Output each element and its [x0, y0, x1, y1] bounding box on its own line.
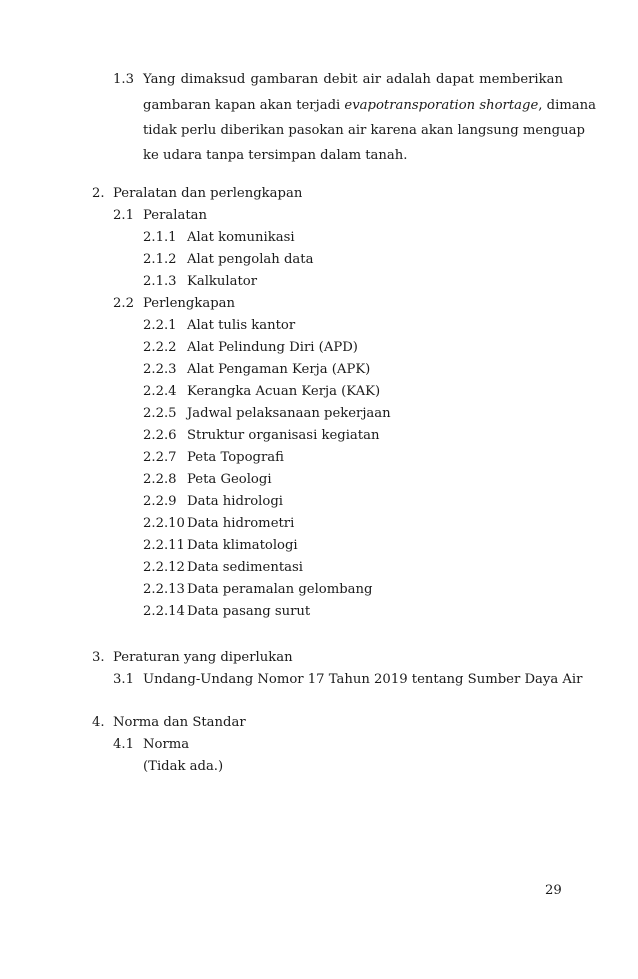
list-item: Undang-Undang Nomor 17 Tahun 2019 tentang Sumber Daya Air	[143, 672, 583, 687]
section-number: 4.	[92, 715, 105, 730]
item-number: 2.2.14	[143, 604, 185, 619]
item-number: 2.2.12	[143, 560, 185, 575]
item-number: 2.2.1	[143, 318, 177, 333]
paragraph-line: tidak perlu diberikan pasokan air karena akan langsung menguap	[143, 123, 585, 138]
list-item: Data klimatologi	[187, 538, 298, 553]
list-item: Peta Geologi	[187, 472, 272, 487]
section-number: 1.3	[113, 72, 134, 87]
item-number: 2.1.3	[143, 274, 177, 289]
subsection-number: 3.1	[113, 672, 134, 687]
section-title: Norma dan Standar	[113, 715, 246, 730]
section-number: 2.	[92, 186, 105, 201]
item-number: 2.2.13	[143, 582, 185, 597]
list-item: Kalkulator	[187, 274, 258, 289]
item-number: 2.2.11	[143, 538, 185, 553]
subsection-number: 2.2	[113, 296, 134, 311]
list-item: Jadwal pelaksanaan pekerjaan	[187, 406, 391, 421]
section-number: 3.	[92, 650, 105, 665]
list-item: Alat komunikasi	[187, 230, 295, 245]
paragraph-line: ke udara tanpa tersimpan dalam tanah.	[143, 148, 408, 163]
list-item: Kerangka Acuan Kerja (KAK)	[187, 384, 381, 399]
subsection-number: 4.1	[113, 737, 134, 752]
italic-term: evapotransporation shortage	[344, 98, 539, 113]
item-number: 2.2.2	[143, 340, 177, 355]
list-item: Peta Topografi	[187, 450, 284, 465]
paragraph-line: Yang dimaksud gambaran debit air adalah dapat memberikan	[143, 72, 563, 87]
list-item: Alat pengolah data	[187, 252, 314, 267]
item-number: 2.2.9	[143, 494, 177, 509]
subsection-title: Peralatan	[143, 208, 207, 223]
subsection-title: Norma	[143, 737, 190, 752]
paragraph-line: gambaran kapan akan terjadi evapotransporation shortage, dimana	[143, 98, 597, 113]
list-item: Data pasang surut	[187, 604, 311, 619]
item-number: 2.2.5	[143, 406, 177, 421]
subsection-number: 2.1	[113, 208, 134, 223]
list-item: Struktur organisasi kegiatan	[187, 428, 380, 443]
list-item: Data hidrometri	[187, 516, 295, 531]
subsection-title: Perlengkapan	[143, 296, 235, 311]
item-number: 2.2.7	[143, 450, 177, 465]
item-number: 2.1.1	[143, 230, 177, 245]
item-number: 2.2.6	[143, 428, 177, 443]
section-title: Peraturan yang diperlukan	[113, 650, 293, 665]
list-item: Data peramalan gelombang	[187, 582, 373, 597]
item-number: 2.1.2	[143, 252, 177, 267]
list-item: Alat Pengaman Kerja (APK)	[187, 362, 371, 377]
list-item: Alat tulis kantor	[187, 318, 296, 333]
section-title: Peralatan dan perlengkapan	[113, 186, 303, 201]
list-item: Data hidrologi	[187, 494, 284, 509]
item-number: 2.2.10	[143, 516, 185, 531]
page-number: 29	[545, 883, 562, 898]
item-number: 2.2.4	[143, 384, 177, 399]
item-number: 2.2.8	[143, 472, 177, 487]
list-item: Data sedimentasi	[187, 560, 303, 575]
list-item: Alat Pelindung Diri (APD)	[187, 340, 358, 355]
item-number: 2.2.3	[143, 362, 177, 377]
note-text: (Tidak ada.)	[143, 759, 224, 774]
